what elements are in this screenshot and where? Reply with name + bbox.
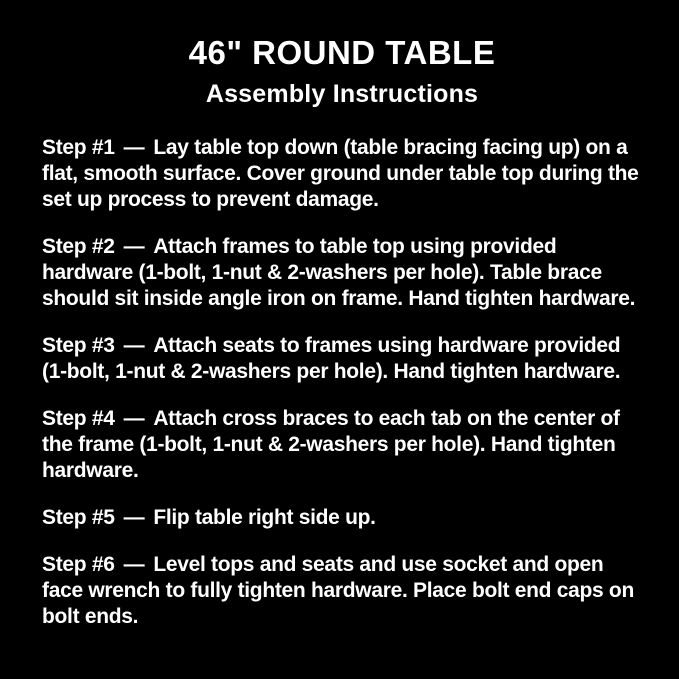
step-5-text: Flip table right side up.	[153, 505, 376, 529]
step-2-separator: —	[123, 234, 145, 258]
step-4-text: Attach cross braces to each tab on the center of the frame (1-bolt, 1-nut & 2-washers per hole). Hand tighten hardware.	[42, 406, 620, 482]
step-4-label: Step #4	[42, 406, 115, 430]
step-4-separator: —	[123, 406, 145, 430]
step-6-separator: —	[123, 552, 145, 576]
step-1-label: Step #1	[42, 135, 115, 159]
step-1-text: Lay table top down (table bracing facing up) on a flat, smooth surface. Cover ground under table top during the set up process to prevent damage.	[42, 135, 639, 211]
step-3	[42, 333, 642, 385]
header	[42, 34, 642, 109]
step-6-label: Step #6	[42, 552, 115, 576]
step-1	[42, 135, 642, 213]
step-2-text: Attach frames to table top using provided hardware (1-bolt, 1-nut & 2-washers per hole). Table brace should sit inside angle iron on frame. Hand tighten hardware.	[42, 234, 636, 310]
steps-list	[42, 135, 642, 630]
step-2	[42, 234, 642, 312]
step-2-label: Step #2	[42, 234, 115, 258]
step-3-text: Attach seats to frames using hardware provided (1-bolt, 1-nut & 2-washers per hole). Hand tighten hardware.	[42, 333, 621, 383]
step-1-separator: —	[123, 135, 145, 159]
step-5-separator: —	[123, 505, 145, 529]
step-3-label: Step #3	[42, 333, 115, 357]
step-3-separator: —	[123, 333, 145, 357]
step-4	[42, 406, 642, 484]
step-6	[42, 552, 642, 630]
page-subtitle: Assembly Instructions	[205, 79, 479, 108]
step-5-label: Step #5	[42, 505, 115, 529]
step-5	[42, 505, 642, 531]
page-title: 46" ROUND TABLE	[188, 34, 496, 71]
step-6-text: Level tops and seats and use socket and open face wrench to fully tighten hardware. Place bolt end caps on bolt ends.	[42, 552, 634, 628]
